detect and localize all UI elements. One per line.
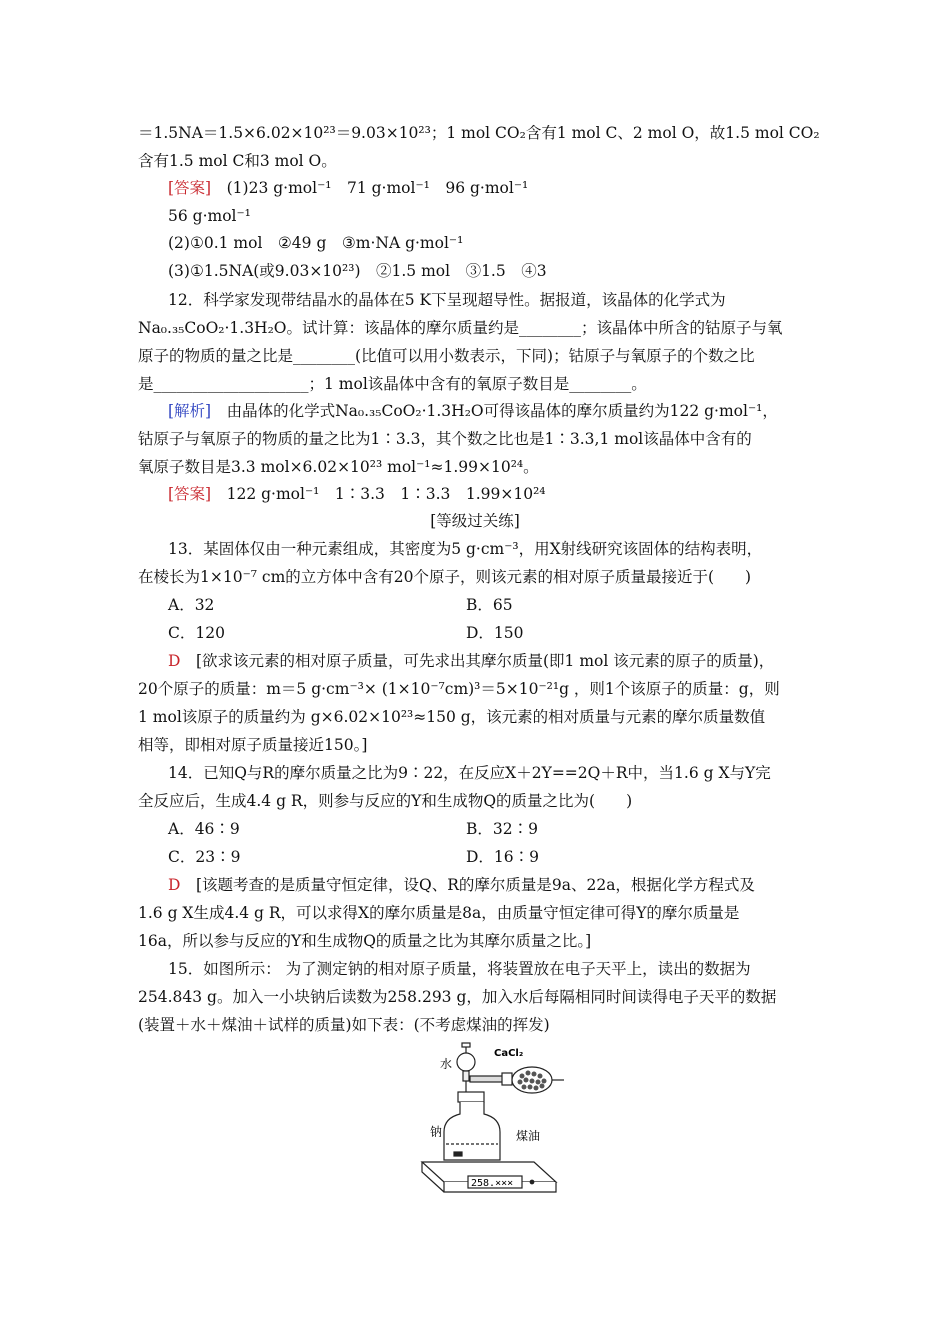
question-12-line: 12．科学家发现带结晶水的晶体在5 K下呈现超导性。据报道，该晶体的化学式为 [168, 291, 726, 309]
answer-line: (2)①0.1 mol ②49 g ③m·NA g·mol⁻¹ [168, 234, 464, 252]
solution-line [168, 650, 774, 672]
question-15-line: (装置＋水＋煤油＋试样的质量)如下表：(不考虑煤油的挥发) [138, 1016, 550, 1034]
question-14-line: 全反应后，生成4.4 g R，则参与反应的Y和生成物Q的质量之比为( ) [138, 792, 633, 810]
apparatus-figure [414, 1040, 574, 1200]
options-row [168, 818, 768, 840]
option-a: A．46∶9 [168, 820, 240, 838]
option-c: C．120 [168, 624, 225, 642]
solution-line: 16a，所以参与反应的Y和生成物Q的质量之比为其摩尔质量之比。] [138, 932, 592, 950]
question-12-line: Na₀.₃₅CoO₂·1.3H₂O。试计算：该晶体的摩尔质量约是________；该晶体中所含的钴原子与氧 [138, 319, 783, 337]
explanation-text: 由晶体的化学式Na₀.₃₅CoO₂·1.3H₂O可得该晶体的摩尔质量约为122 g·mol⁻¹， [211, 402, 778, 420]
explanation-line [168, 400, 778, 422]
option-c: C．23∶9 [168, 848, 241, 866]
answer-letter: D [168, 876, 181, 894]
options-row [168, 622, 768, 644]
explanation-line: 钴原子与氧原子的物质的量之比为1∶3.3，其个数之比也是1∶3.3,1 mol该晶体中含有的 [138, 430, 752, 448]
section-heading: [等级过关练] [430, 512, 520, 530]
solution-line: 相等，即相对原子质量接近150。] [138, 736, 368, 754]
label-sodium: 钠 [430, 1125, 443, 1139]
balance-display: 258.××× [471, 1178, 514, 1189]
options-row [168, 594, 768, 616]
question-13-line: 13．某固体仅由一种元素组成，其密度为5 g·cm⁻³，用X射线研究该固体的结构表明， [168, 540, 763, 558]
answer-line: 56 g·mol⁻¹ [168, 207, 251, 225]
solution-line: 1.6 g X生成4.4 g R，可以求得X的摩尔质量是8a，由质量守恒定律可得Y的摩尔质量是 [138, 904, 740, 922]
answer-text: (1)23 g·mol⁻¹ 71 g·mol⁻¹ 96 g·mol⁻¹ [226, 179, 529, 197]
solution-line [168, 874, 755, 896]
answer-line [168, 483, 546, 505]
question-12-line: 是____________________；1 mol该晶体中含有的氧原子数目是________。 [138, 375, 647, 393]
solution-line: 1 mol该原子的质量约为 g×6.02×10²³≈150 g，该元素的相对质量与元素的摩尔质量数值 [138, 708, 766, 726]
solution-text: [该题考查的是质量守恒定律，设Q、R的摩尔质量是9a、22a，根据化学方程式及 [180, 876, 755, 894]
solution-text: [欲求该元素的相对原子质量，可先求出其摩尔质量(即1 mol 该元素的原子的质量)， [180, 652, 775, 670]
question-15-line: 254.843 g。加入一小块钠后读数为258.293 g，加入水后每隔相同时间读得电子天平的数据 [138, 988, 777, 1006]
answer-text: 122 g·mol⁻¹ 1∶3.3 1∶3.3 1.99×10²⁴ [211, 485, 546, 503]
answer-tag: [答案] [168, 179, 212, 197]
option-b: B．32∶9 [466, 820, 538, 838]
text-line: ＝1.5NA＝1.5×6.02×10²³＝9.03×10²³；1 mol CO₂含有1 mol C、2 mol O，故1.5 mol CO₂ [138, 124, 820, 142]
label-cacl2: CaCl₂ [494, 1048, 524, 1059]
text-line: 含有1.5 mol C和3 mol O。 [138, 152, 337, 170]
question-15-line: 15．如图所示： 为了测定钠的相对原子质量，将装置放在电子天平上，读出的数据为 [168, 960, 751, 978]
question-14-line: 14．已知Q与R的摩尔质量之比为9∶22，在反应X＋2Y==2Q＋R中，当1.6 g X与Y完 [168, 764, 771, 782]
explanation-tag: [解析] [168, 402, 212, 420]
answer-line [168, 177, 528, 199]
answer-tag: [答案] [168, 485, 212, 503]
option-d: D．16∶9 [466, 848, 540, 866]
question-13-line: 在棱长为1×10⁻⁷ cm的立方体中含有20个原子，则该元素的相对原子质量最接近于( ) [138, 568, 752, 586]
answer-letter: D [168, 652, 181, 670]
options-row [168, 846, 768, 868]
label-kerosene: 煤油 [516, 1129, 541, 1143]
label-water: 水 [440, 1057, 453, 1071]
answer-line: (3)①1.5NA(或9.03×10²³) ②1.5 mol ③1.5 ④3 [168, 262, 547, 280]
option-b: B．65 [466, 596, 513, 614]
question-12-line: 原子的物质的量之比是________(比值可以用小数表示，下同)；钴原子与氧原子的个数之比 [138, 347, 755, 365]
explanation-line: 氧原子数目是3.3 mol×6.02×10²³ mol⁻¹≈1.99×10²⁴。 [138, 458, 539, 476]
option-d: D．150 [466, 624, 524, 642]
solution-line: 20个原子的质量：m＝5 g·cm⁻³× (1×10⁻⁷cm)³＝5×10⁻²¹g ，则1个该原子的质量：g，则 [138, 680, 780, 698]
option-a: A．32 [168, 596, 215, 614]
